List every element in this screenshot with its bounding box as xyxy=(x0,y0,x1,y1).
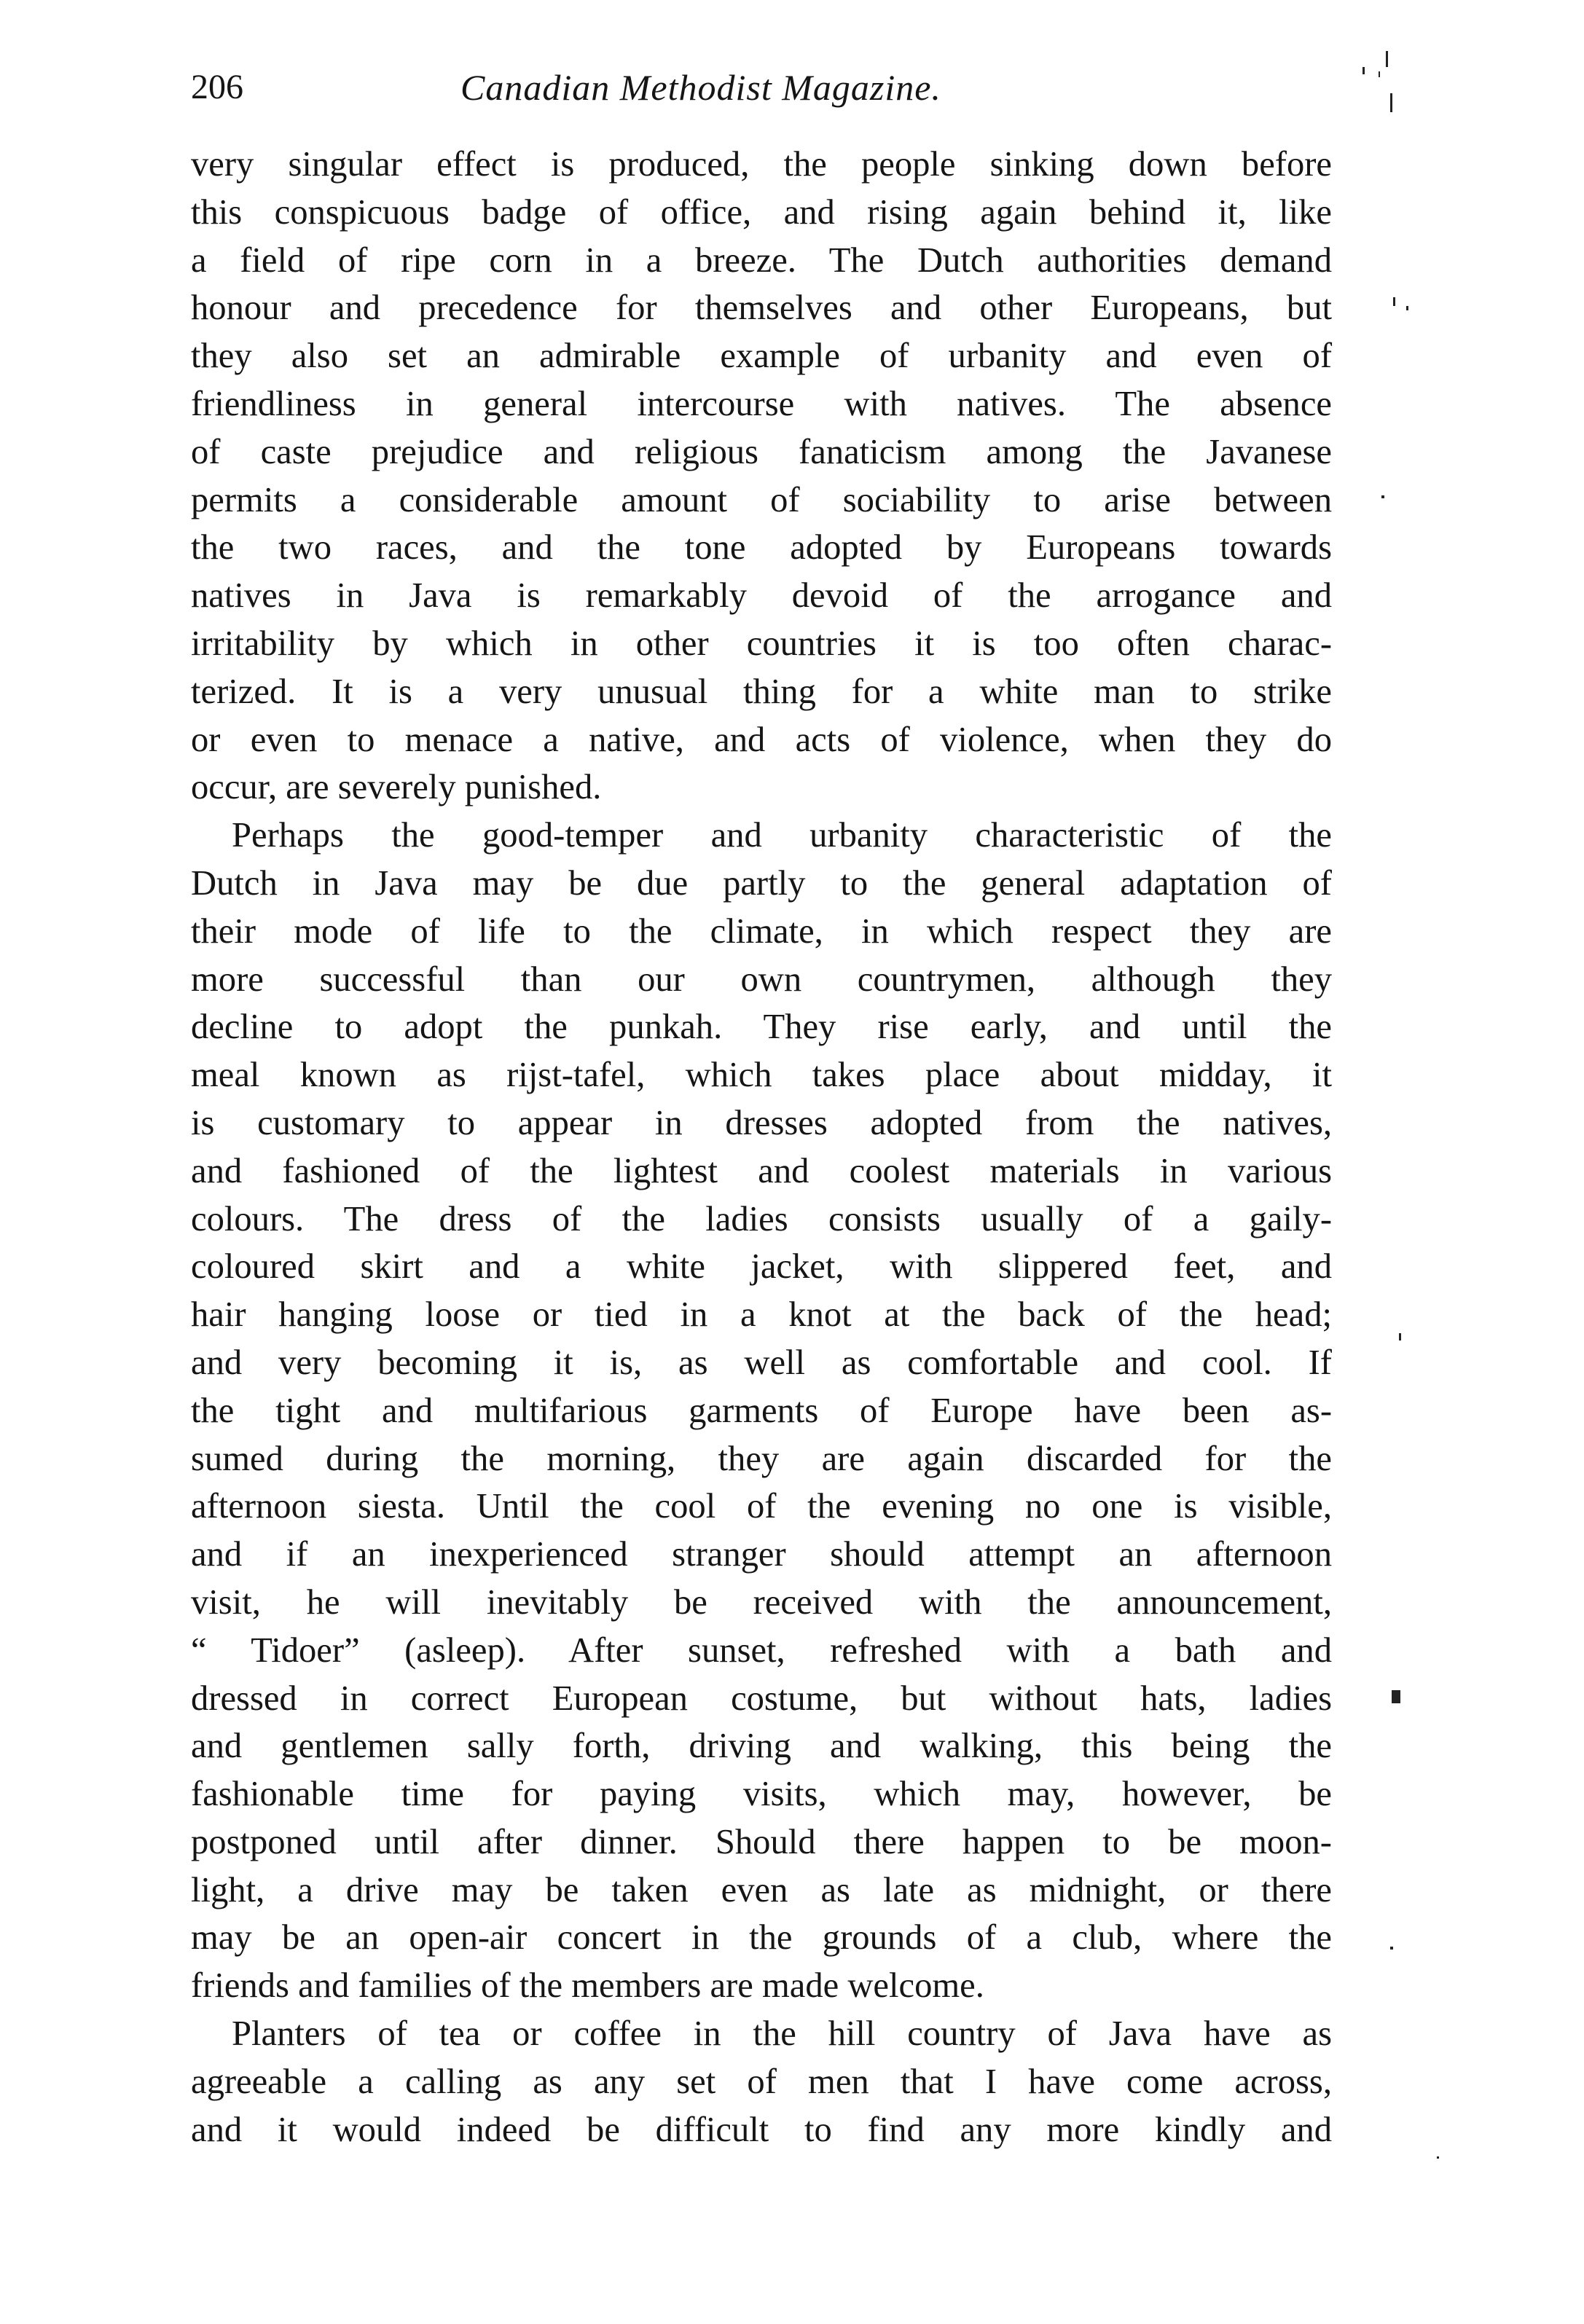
scan-speck xyxy=(1363,67,1365,74)
text-line: agreeable a calling as any set of men that I have come across, xyxy=(191,2061,1332,2101)
scan-speck xyxy=(1379,71,1380,77)
text-line: very singular effect is produced, the people sinking down before xyxy=(191,144,1332,184)
text-line: natives in Java is remarkably devoid of the arrogance and xyxy=(191,576,1332,616)
scan-speck xyxy=(1386,51,1388,67)
text-line: Planters of tea or coffee in the hill country of Java have as xyxy=(232,2014,1332,2054)
text-line: and it would indeed be difficult to find any more kindly and xyxy=(191,2109,1332,2149)
text-line: dressed in correct European costume, but without hats, ladies xyxy=(191,1678,1332,1718)
text-line: visit, he will inevitably be received with the announcement, xyxy=(191,1582,1332,1622)
paragraph xyxy=(191,2010,1332,2154)
text-line: decline to adopt the punkah. They rise early, and until the xyxy=(191,1007,1332,1047)
text-line: of caste prejudice and religious fanaticism among the Javanese xyxy=(191,431,1332,471)
text-line: Perhaps the good-temper and urbanity characteristic of the xyxy=(232,815,1332,855)
text-line: this conspicuous badge of office, and rising again behind it, like xyxy=(191,192,1332,232)
running-title: Canadian Methodist Magazine. xyxy=(460,67,941,108)
text-line: hair hanging loose or tied in a knot at the back of the head; xyxy=(191,1295,1332,1335)
page-number: 206 xyxy=(191,68,243,106)
text-line: friends and families of the members are made welcome. xyxy=(191,1966,984,2006)
text-line: honour and precedence for themselves and other Europeans, but xyxy=(191,288,1332,328)
text-line: “ Tidoer” (asleep). After sunset, refreshed with a bath and xyxy=(191,1630,1332,1670)
paragraph xyxy=(191,812,1332,2010)
scan-speck xyxy=(1393,297,1395,306)
text-line: the two races, and the tone adopted by Europeans towards xyxy=(191,527,1332,568)
text-line: a field of ripe corn in a breeze. The Dutch authorities demand xyxy=(191,240,1332,280)
scan-speck xyxy=(1392,1690,1400,1703)
text-line: permits a considerable amount of sociability to arise between xyxy=(191,479,1332,519)
scan-speck xyxy=(1390,1947,1393,1950)
text-line: occur, are severely punished. xyxy=(191,767,602,807)
text-line: coloured skirt and a white jacket, with slippered feet, and xyxy=(191,1247,1332,1287)
scan-speck xyxy=(1381,495,1384,498)
scan-speck xyxy=(1406,306,1408,310)
text-line: and if an inexperienced stranger should attempt an afternoon xyxy=(191,1534,1332,1574)
text-line: friendliness in general intercourse with natives. The absence xyxy=(191,383,1332,423)
scan-speck xyxy=(1399,1333,1401,1340)
text-line: postponed until after dinner. Should there happen to be moon- xyxy=(191,1821,1332,1861)
body-text xyxy=(191,141,1332,2154)
paragraph xyxy=(191,141,1332,812)
scan-speck xyxy=(1437,2156,1439,2159)
text-line: terized. It is a very unusual thing for a white man to strike xyxy=(191,671,1332,711)
text-line: and very becoming it is, as well as comfortable and cool. If xyxy=(191,1342,1332,1382)
text-line: the tight and multifarious garments of Europe have been as- xyxy=(191,1390,1332,1430)
text-line: or even to menace a native, and acts of violence, when they do xyxy=(191,719,1332,759)
text-line: meal known as rijst-tafel, which takes place about midday, it xyxy=(191,1055,1332,1095)
text-line: their mode of life to the climate, in which respect they are xyxy=(191,911,1332,951)
text-line: may be an open-air concert in the grounds of a club, where the xyxy=(191,1917,1332,1958)
text-line: irritability by which in other countries it is too often charac- xyxy=(191,623,1332,663)
text-line: they also set an admirable example of urbanity and even of xyxy=(191,336,1332,376)
text-line: sumed during the morning, they are again discarded for the xyxy=(191,1438,1332,1478)
text-line: is customary to appear in dresses adopted from the natives, xyxy=(191,1102,1332,1142)
text-line: and gentlemen sally forth, driving and walking, this being the xyxy=(191,1726,1332,1766)
text-line: fashionable time for paying visits, which may, however, be xyxy=(191,1774,1332,1814)
text-line: colours. The dress of the ladies consists usually of a gaily- xyxy=(191,1198,1332,1238)
text-line: and fashioned of the lightest and coolest materials in various xyxy=(191,1150,1332,1190)
text-line: afternoon siesta. Until the cool of the evening no one is visible, xyxy=(191,1486,1332,1526)
scan-speck xyxy=(1390,93,1392,112)
page-header xyxy=(191,58,1342,117)
text-line: light, a drive may be taken even as late as midnight, or there xyxy=(191,1869,1332,1909)
text-line: more successful than our own countrymen, although they xyxy=(191,959,1332,999)
text-line: Dutch in Java may be due partly to the general adaptation of xyxy=(191,863,1332,903)
